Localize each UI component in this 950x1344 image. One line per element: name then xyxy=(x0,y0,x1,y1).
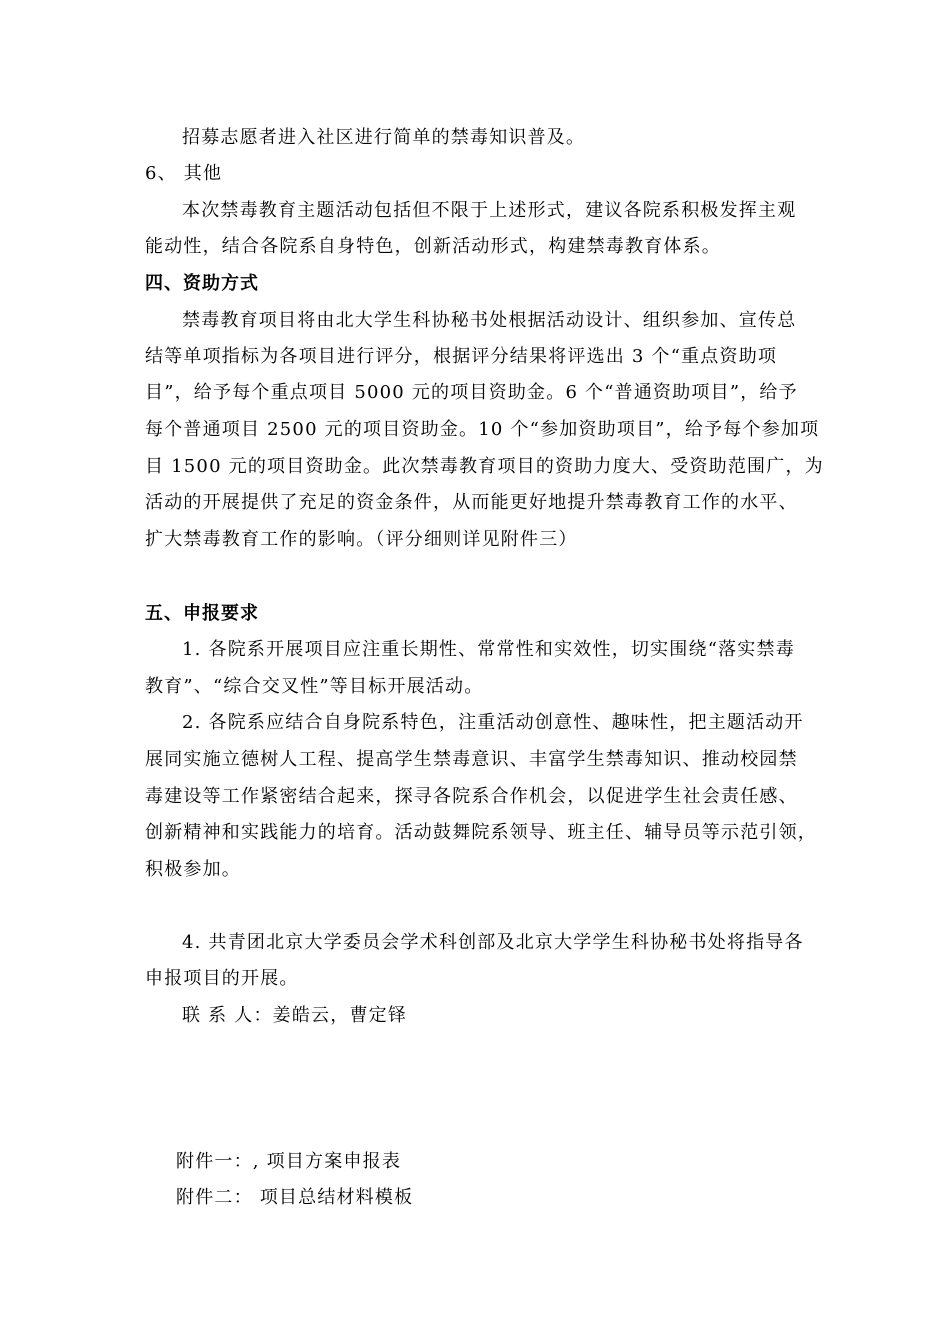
section4-line-5: 目 1500 元的项目资助金。此次禁毒教育项目的资助力度大、受资助范围广，为 xyxy=(145,456,824,477)
section4-line-1: 禁毒教育项目将由北大学生科协秘书处根据活动设计、组织参加、宣传总 xyxy=(182,310,797,331)
contact-person: 联 系 人：姜皓云，曹定铎 xyxy=(182,1005,408,1026)
section5-heading: 五、申报要求 xyxy=(145,603,259,624)
section4-line-4: 每个普通项目 2500 元的项目资助金。10 个“参加资助项目”，给予每个参加项 xyxy=(145,419,820,440)
section5-item4-line-2: 申报项目的开展。 xyxy=(145,968,299,989)
section5-item2-line-3: 毒建设等工作紧密结合起来，探寻各院系合作机会，以促进学生社会责任感、 xyxy=(145,786,798,807)
section5-item1-line-2: 教育”、“综合交叉性”等目标开展活动。 xyxy=(145,676,484,697)
section5-item2-line-4: 创新精神和实践能力的培育。活动鼓舞院系领导、班主任、辅导员等示范引领， xyxy=(145,822,817,843)
section5-item2-line-1: 2. 各院系应结合自身院系特色，注重活动创意性、趣味性，把主题活动开 xyxy=(182,712,804,733)
section5-item2-line-5: 积极参加。 xyxy=(145,859,241,880)
section5-item4-line-1: 4. 共青团北京大学委员会学术科创部及北京大学学生科协秘书处将指导各 xyxy=(182,932,804,953)
section4-line-7: 扩大禁毒教育工作的影响。（评分细则详见附件三） xyxy=(145,529,578,550)
section5-item1-line-1: 1. 各院系开展项目应注重长期性、常常性和实效性，切实围绕“落实禁毒 xyxy=(182,639,795,660)
section5-item2-line-2: 展同实施立德树人工程、提高学生禁毒意识、丰富学生禁毒知识、推动校园禁 xyxy=(145,749,798,770)
intro-tail-text: 招募志愿者进入社区进行简单的禁毒知识普及。 xyxy=(182,127,586,148)
attachment-1: 附件一：, 项目方案申报表 xyxy=(176,1151,402,1172)
item6-label: 6、 其他 xyxy=(145,163,223,184)
item6-line-2: 能动性，结合各院系自身特色，创新活动形式，构建禁毒教育体系。 xyxy=(145,236,721,257)
section4-line-3: 目”，给予每个重点项目 5000 元的项目资助金。6 个“普通资助项目”，给予 xyxy=(145,382,798,403)
section4-line-2: 结等单项指标为各项目进行评分，根据评分结果将评选出 3 个“重点资助项 xyxy=(145,346,778,367)
attachment-2: 附件二： 项目总结材料模板 xyxy=(176,1187,414,1208)
section4-line-6: 活动的开展提供了充足的资金条件，从而能更好地提升禁毒教育工作的水平、 xyxy=(145,492,798,513)
section4-heading: 四、资助方式 xyxy=(145,273,259,294)
item6-line-1: 本次禁毒教育主题活动包括但不限于上述形式，建议各院系积极发挥主观 xyxy=(182,200,797,221)
